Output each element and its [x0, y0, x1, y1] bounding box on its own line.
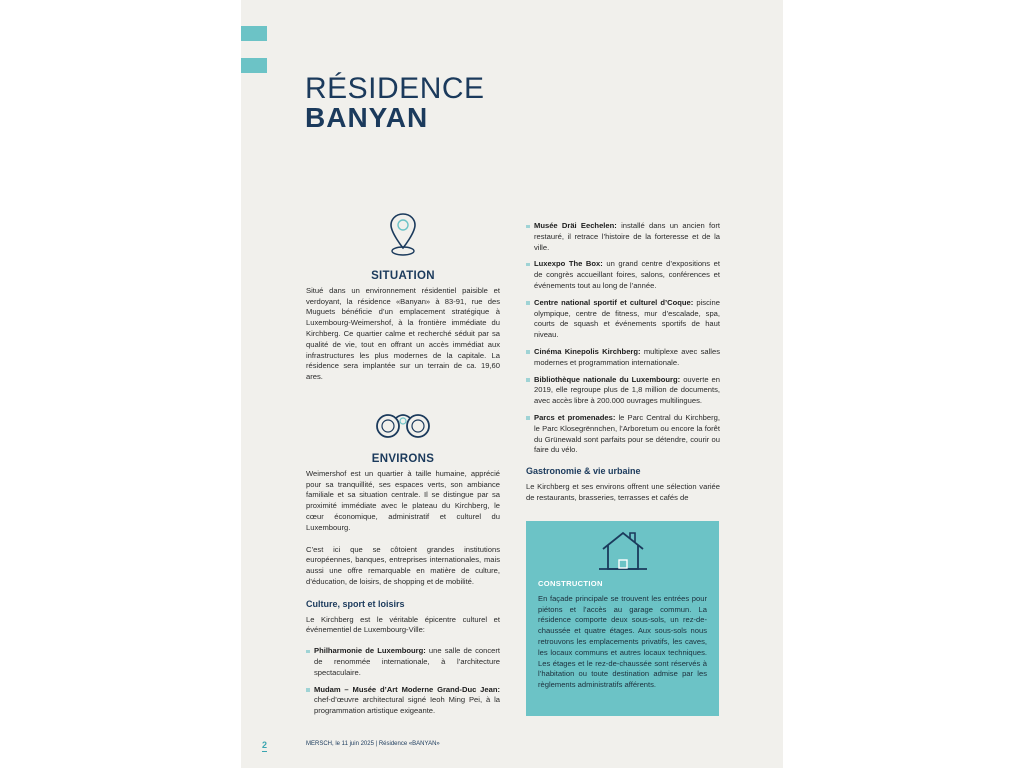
environs-para2: C’est ici que se côtoient grandes institutions européennes, banques, entreprises internationales, mais aussi une offre remarquable en matière de culture, d’éducation, de loisirs, de shopping et de mobilité. — [306, 544, 500, 586]
page-title-line2: BANYAN — [305, 102, 429, 133]
item-name: Centre national sportif et culturel d’Coque: — [534, 297, 694, 307]
item-name: Luxexpo The Box: — [534, 259, 603, 269]
map-pin-icon — [388, 212, 418, 258]
list-item — [306, 646, 500, 678]
culture-intro: Le Kirchberg est le véritable épicentre culturel et événementiel de Luxembourg-Ville: — [306, 614, 500, 635]
item-text: piscine olympique, centre de fitness, mur d’escalade, spa, courts de squash et événements sportifs de haut niveau. — [534, 297, 721, 340]
left-column — [306, 212, 500, 717]
item-name: Mudam – Musée d’Art Moderne Grand-Duc Jean: — [314, 684, 500, 694]
document-page — [241, 0, 783, 768]
culture-list-left — [306, 646, 500, 717]
item-text: le Parc Central du Kirchberg, le Parc Klosegrënnchen, l’Arboretum ou encore la forêt du Grünewald sont parfaits pour se détendre, courir ou faire du vélo. — [534, 412, 720, 455]
list-item — [526, 298, 720, 341]
item-text: une salle de concert de renommée internationale, à l’architecture spectaculaire. — [314, 646, 501, 677]
list-item — [526, 221, 720, 253]
culture-heading: Culture, sport et loisirs — [306, 598, 405, 609]
environs-para1: Weimershof est un quartier à taille humaine, apprécié pour sa tranquillité, ses espaces verts, son ambiance familiale et sa situation centrale. Il se distingue par sa proximité immédiate avec le plateau du Kirchberg, le cœur économique, administratif et culturel du Luxembourg. — [306, 468, 500, 532]
list-item — [526, 347, 720, 369]
item-text: installé dans un ancien fort restauré, il retrace l’histoire de la forteresse et de la ville. — [534, 221, 721, 252]
construction-text: En façade principale se trouvent les entrées pour piétons et l’accès au garage commun. La résidence comporte deux sous-sols, un rez-de-chaussée et quatre étages. Aux sous-sols nous retrouvons les emplacements privatifs, les caves, les locaux communs et autres locaux techniques. Les étages et le rez-de-chaussée sont réservés à l’habitation ou toute destination admise par les règlements administratifs afférents. — [538, 593, 707, 690]
item-name: Philharmonie de Luxembourg: — [314, 646, 426, 656]
construction-box — [526, 521, 719, 716]
situation-text: Situé dans un environnement résidentiel paisible et verdoyant, la résidence «Banyan» à 83-91, rue des Muguets bénéficie d’un emplacement stratégique à Luxembourg-Weimershof, à la frontière immédiate du Kirchberg. Ce quartier calme et recherché séduit par sa qualité de vie, tout en offrant un accès immédiat aux infrastructures les plus modernes de la capitale. La résidence sera implantée sur un terrain de ca. 19,60 ares. — [306, 285, 500, 382]
binoculars-icon — [374, 408, 432, 440]
item-text: un grand centre d’expositions et de congrès accueillant foires, salons, conférences et événements tout au long de l’année. — [534, 259, 720, 290]
list-item — [526, 259, 720, 291]
item-name: Musée Dräi Eechelen: — [534, 221, 617, 230]
page-title-line1: RÉSIDENCE — [305, 72, 485, 105]
footer-text: MERSCH, le 11 juin 2025 | Résidence «BANYAN» — [306, 741, 440, 747]
environs-heading: ENVIRONS — [371, 452, 435, 465]
item-text: multiplexe avec salles modernes et programmation internationale. — [534, 346, 720, 367]
item-text: chef-d’œuvre architectural signé Ieoh Ming Pei, à la programmation artistique exigeante. — [314, 695, 500, 716]
accent-tab-top — [241, 26, 267, 41]
situation-heading: SITUATION — [371, 270, 435, 282]
item-name: Cinéma Kinepolis Kirchberg: — [534, 346, 641, 356]
house-icon — [597, 529, 649, 573]
list-item — [526, 375, 720, 407]
item-text: ouverte en 2019, elle regroupe plus de 1,8 million de documents, avec accès libre à 200.000 ouvrages multilingues. — [534, 374, 721, 406]
list-item — [306, 685, 500, 717]
gastronomie-text: Le Kirchberg et ses environs offrent une sélection variée de restaurants, brasseries, terrasses et cafés de — [526, 481, 720, 502]
gastronomie-heading: Gastronomie & vie urbaine — [526, 466, 641, 477]
right-column — [526, 221, 720, 504]
item-name: Bibliothèque nationale du Luxembourg: — [534, 374, 681, 384]
list-item — [526, 413, 720, 456]
construction-heading: CONSTRUCTION — [538, 579, 603, 588]
culture-list-right — [526, 221, 720, 456]
accent-tab-bottom — [241, 58, 267, 73]
item-name: Parcs et promenades: — [534, 412, 616, 422]
page-number: 2 — [262, 740, 268, 750]
